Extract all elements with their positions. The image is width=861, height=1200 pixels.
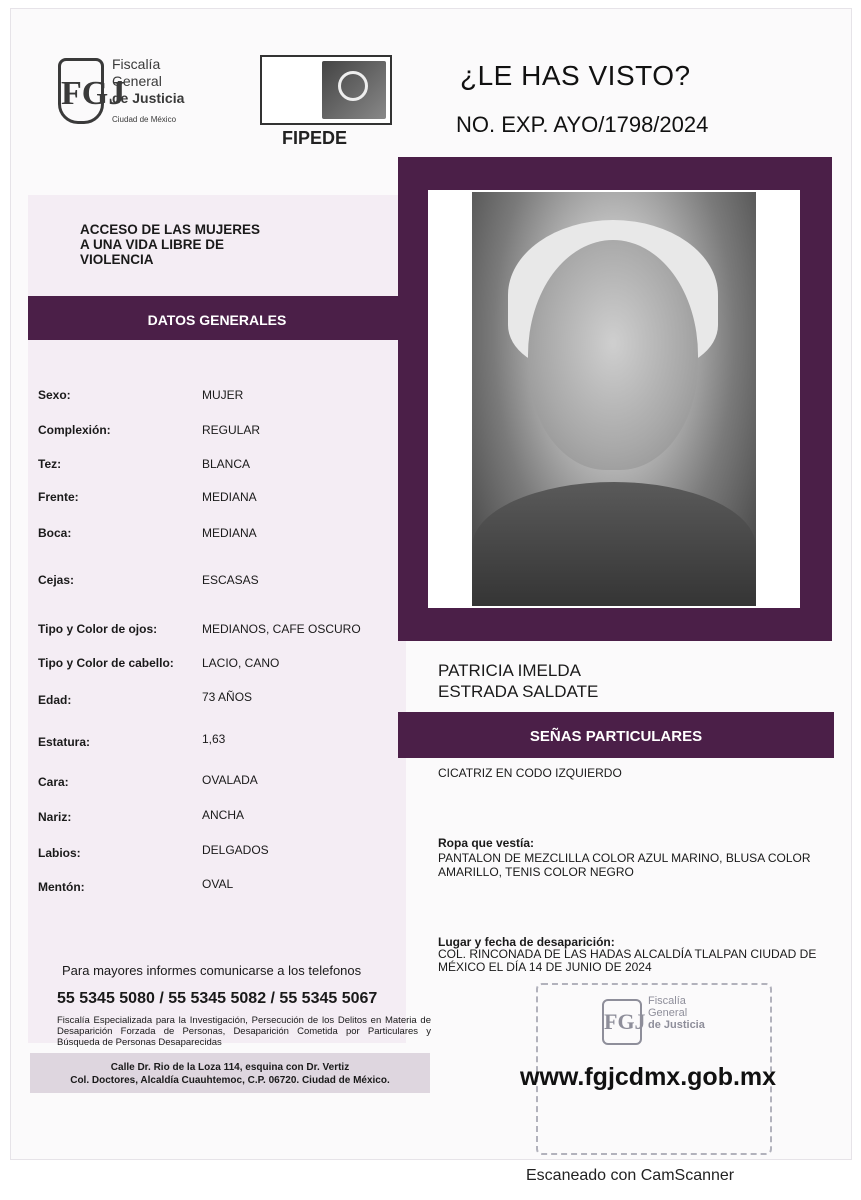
address-line-1: Calle Dr. Rio de la Loza 114, esquina con Dr. Vertiz bbox=[110, 1062, 350, 1073]
stamp-logo-mark: FGJ bbox=[602, 999, 642, 1045]
expediente-number: NO. EXP. AYO/1798/2024 bbox=[456, 112, 709, 137]
field-label: Tipo y Color de cabello: bbox=[38, 656, 174, 670]
fgj-logo-mark: FGJ bbox=[58, 58, 104, 124]
field-label: Tez: bbox=[38, 457, 62, 471]
name-line-1: PATRICIA IMELDA bbox=[438, 661, 581, 680]
field-label: Sexo: bbox=[38, 388, 71, 402]
field-value: MUJER bbox=[202, 388, 244, 402]
field-value: 1,63 bbox=[202, 732, 226, 746]
field-value: ANCHA bbox=[202, 808, 245, 822]
stamp-text: Fiscalía General de Justicia bbox=[648, 995, 705, 1031]
lugar-label: Lugar y fecha de desaparición: bbox=[438, 935, 615, 949]
field-label: Labios: bbox=[38, 846, 81, 860]
field-value: OVAL bbox=[202, 877, 234, 891]
logo-line-3: de Justicia bbox=[112, 90, 185, 106]
address-line-2: Col. Doctores, Alcaldía Cuauhtemoc, C.P. 06720. Ciudad de México. bbox=[70, 1075, 390, 1086]
field-value: LACIO, CANO bbox=[202, 656, 280, 670]
camscanner-watermark: Escaneado con CamScanner bbox=[526, 1167, 735, 1184]
field-value: OVALADA bbox=[202, 773, 258, 787]
fiscalia-description: Fiscalía Especializada para la Investigación, Persecución de los Delitos en Materia de Desaparición Forzada de Personas, Desaparición Cometida por Particulares y Búsqueda de Personas Desaparecidas bbox=[57, 1015, 431, 1048]
fgj-logo-text bbox=[112, 56, 184, 128]
field-value: MEDIANOS, CAFE OSCURO bbox=[202, 622, 361, 636]
field-label: Frente: bbox=[38, 490, 79, 504]
field-label: Nariz: bbox=[38, 810, 72, 824]
fipede-label: FIPEDE bbox=[282, 128, 348, 148]
field-label: Complexión: bbox=[38, 423, 111, 437]
website-link[interactable]: www.fgjcdmx.gob.mx bbox=[520, 1063, 777, 1091]
field-label: Cejas: bbox=[38, 573, 75, 587]
contact-info: Para mayores informes comunicarse a los telefonos bbox=[62, 963, 362, 978]
fipede-logo bbox=[260, 55, 392, 125]
senas-particulares-header: SEÑAS PARTICULARES bbox=[398, 712, 834, 758]
person-photo bbox=[472, 192, 756, 606]
acceso-line-2: A UNA VIDA LIBRE DE bbox=[80, 237, 225, 252]
field-label: Mentón: bbox=[38, 880, 85, 894]
acceso-line-1: ACCESO DE LAS MUJERES bbox=[80, 222, 261, 237]
field-label: Tipo y Color de ojos: bbox=[38, 622, 158, 636]
field-value: BLANCA bbox=[202, 457, 251, 471]
person-name bbox=[438, 660, 598, 702]
field-label: Boca: bbox=[38, 526, 72, 540]
address-bar bbox=[30, 1053, 430, 1093]
datos-generales-header: DATOS GENERALES bbox=[28, 296, 406, 340]
field-value: MEDIANA bbox=[202, 490, 257, 504]
field-label: Cara: bbox=[38, 775, 69, 789]
field-value: REGULAR bbox=[202, 423, 261, 437]
ropa-label: Ropa que vestía: bbox=[438, 836, 535, 850]
field-value: 73 AÑOS bbox=[202, 690, 253, 704]
phone-numbers: 55 5345 5080 / 55 5345 5082 / 55 5345 5067 bbox=[57, 990, 378, 1007]
acceso-line-3: VIOLENCIA bbox=[80, 252, 154, 267]
magnifier-people-icon bbox=[322, 61, 386, 119]
logo-line-2: General bbox=[112, 73, 162, 89]
senas-value: CICATRIZ EN CODO IZQUIERDO bbox=[438, 766, 622, 780]
poster-title: ¿LE HAS VISTO? bbox=[460, 60, 691, 91]
ropa-value: PANTALON DE MEZCLILLA COLOR AZUL MARINO, BLUSA COLOR AMARILLO, TENIS COLOR NEGRO bbox=[438, 851, 811, 879]
field-value: ESCASAS bbox=[202, 573, 259, 587]
field-label: Estatura: bbox=[38, 735, 91, 749]
field-label: Edad: bbox=[38, 693, 72, 707]
field-value: MEDIANA bbox=[202, 526, 257, 540]
name-line-2: ESTRADA SALDATE bbox=[438, 682, 599, 701]
acceso-heading bbox=[80, 222, 260, 267]
lugar-value: COL. RINCONADA DE LAS HADAS ALCALDÍA TLALPAN CIUDAD DE MÉXICO EL DÍA 14 DE JUNIO DE 2024 bbox=[438, 947, 817, 974]
logo-city: Ciudad de México bbox=[112, 115, 177, 124]
logo-line-1: Fiscalía bbox=[112, 56, 161, 72]
field-value: DELGADOS bbox=[202, 843, 269, 857]
